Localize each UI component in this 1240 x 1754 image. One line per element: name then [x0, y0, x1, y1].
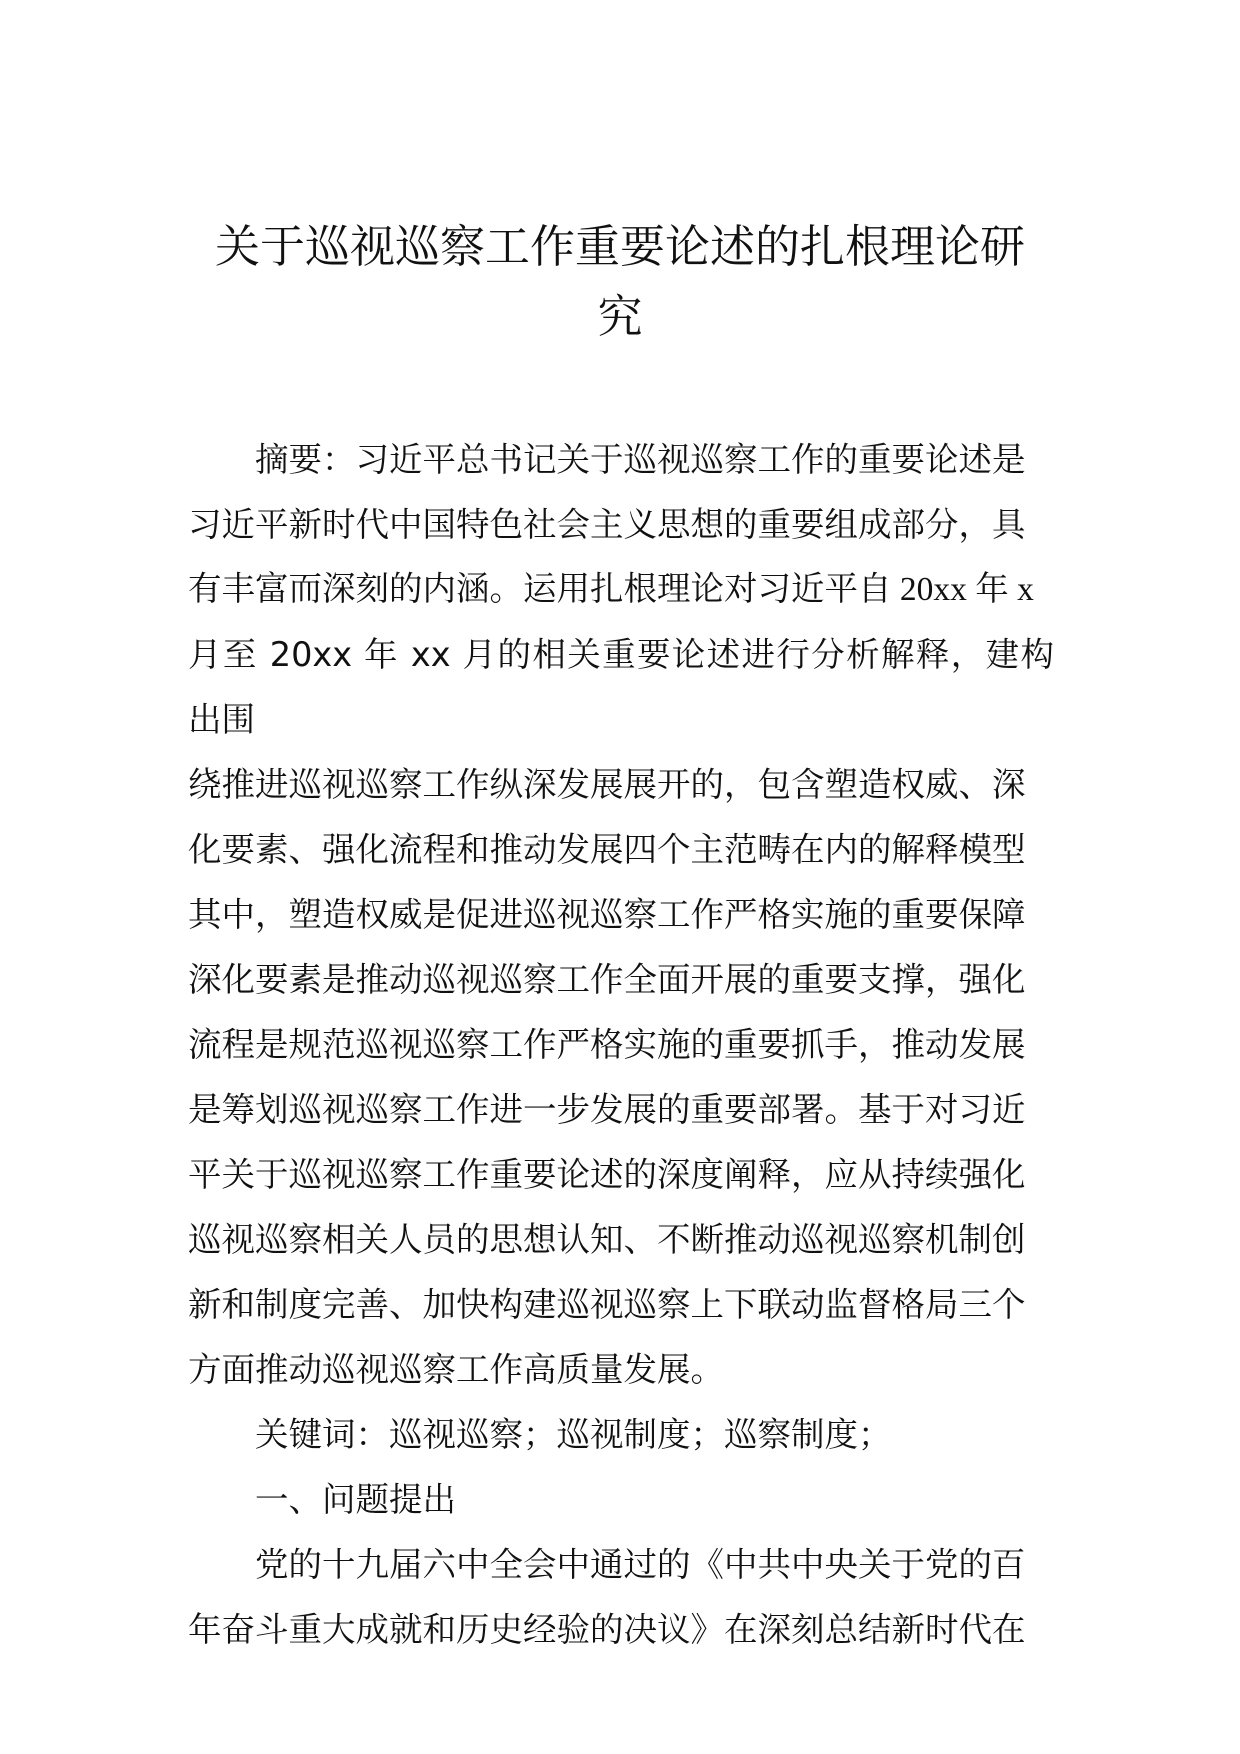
title-line-1: 关于巡视巡察工作重要论述的扎根理论研 [214, 220, 1025, 273]
abstract-line: 绕推进巡视巡察工作纵深发展展开的，包含塑造权威、深 [188, 765, 1026, 804]
intro-line: 党的十九届六中全会中通过的《中共中央关于党的百 [255, 1545, 1026, 1584]
title-line-2: 究 [597, 290, 643, 343]
intro-paragraph [188, 1532, 1054, 1662]
abstract-line: 平关于巡视巡察工作重要论述的深度阐释，应从持续强化 [188, 1155, 1026, 1194]
abstract-line: 深化要素是推动巡视巡察工作全面开展的重要支撑，强化 [188, 960, 1026, 999]
abstract-line: 摘要：习近平总书记关于巡视巡察工作的重要论述是 [255, 440, 1026, 479]
abstract-line: 流程是规范巡视巡察工作严格实施的重要抓手，推动发展 [188, 1025, 1026, 1064]
document-body [188, 427, 1054, 1662]
abstract-line: 巡视巡察相关人员的思想认知、不断推动巡视巡察机制创 [188, 1220, 1026, 1259]
abstract-line: 方面推动巡视巡察工作高质量发展。 [188, 1350, 724, 1389]
keywords: 关键词：巡视巡察；巡视制度；巡察制度； [255, 1415, 892, 1454]
abstract-line: 习近平新时代中国特色社会主义思想的重要组成部分，具 [188, 505, 1026, 544]
abstract-line: 其中，塑造权威是促进巡视巡察工作严格实施的重要保障 [188, 895, 1026, 934]
abstract-line: 化要素、强化流程和推动发展四个主范畴在内的解释模型 [188, 830, 1026, 869]
document-title [190, 212, 1050, 352]
abstract-line: 有丰富而深刻的内涵。运用扎根理论对习近平自 20xx 年 x [188, 571, 1034, 608]
abstract-paragraph [188, 427, 1054, 1402]
intro-line: 年奋斗重大成就和历史经验的决议》在深刻总结新时代在 [188, 1610, 1026, 1649]
abstract-line: 是筹划巡视巡察工作进一步发展的重要部署。基于对习近 [188, 1090, 1026, 1129]
abstract-line: 新和制度完善、加快构建巡视巡察上下联动监督格局三个 [188, 1285, 1026, 1324]
abstract-line: 月至 20xx 年 xx 月的相关重要论述进行分析解释，建构出围 [188, 635, 1054, 739]
section-heading: 一、问题提出 [255, 1480, 456, 1519]
